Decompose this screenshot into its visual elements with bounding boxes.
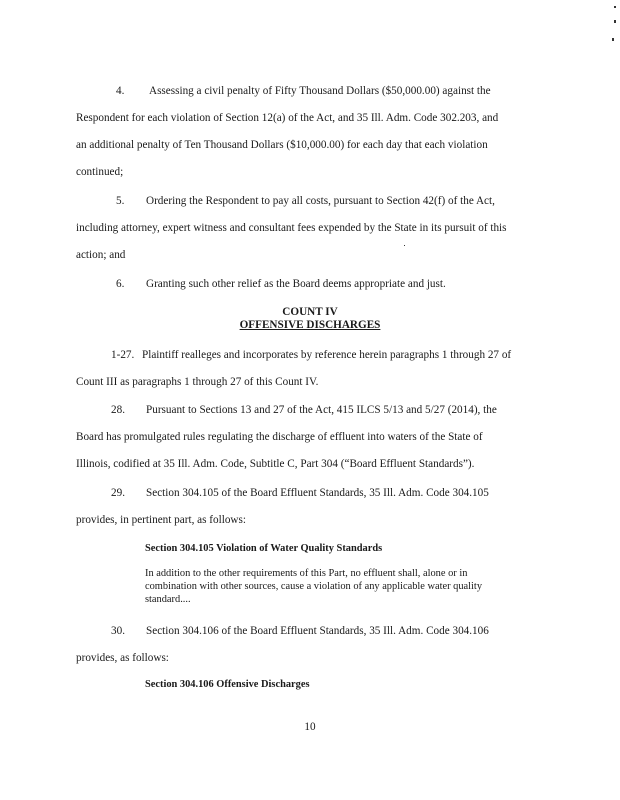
para28-line3: Illinois, codified at 35 Ill. Adm. Code, Subtitle C, Part 304 (“Board Effluent Standards”). (76, 458, 475, 470)
para1-27-line1: Plaintiff realleges and incorporates by reference herein paragraphs 1 through 27 of (142, 349, 512, 361)
para28-number: 28. (111, 404, 125, 416)
quote2-heading: Section 304.106 Offensive Discharges (145, 679, 310, 690)
para28-line1: Pursuant to Sections 13 and 27 of the Act, 415 ILCS 5/13 and 5/27 (2014), the (146, 404, 497, 416)
para5-line2: including attorney, expert witness and consultant fees expended by the State in its pursuit of this (76, 222, 507, 234)
scan-speck (404, 245, 405, 246)
para5-number: 5. (116, 195, 125, 207)
scan-speck (612, 38, 614, 41)
para6-line1: Granting such other relief as the Board deems appropriate and just. (146, 278, 446, 290)
para30-number: 30. (111, 625, 125, 637)
para28-line2: Board has promulgated rules regulating the discharge of effluent into waters of the State of (76, 431, 483, 443)
para4-number: 4. (116, 85, 125, 97)
scan-speck (614, 20, 616, 23)
para6-number: 6. (116, 278, 125, 290)
para5-line1: Ordering the Respondent to pay all costs, pursuant to Section 42(f) of the Act, (146, 195, 495, 207)
quote1-line1: In addition to the other requirements of this Part, no effluent shall, alone or in (145, 568, 468, 579)
count-title: COUNT IV (282, 306, 338, 318)
para29-number: 29. (111, 487, 125, 499)
para4-line3: an additional penalty of Ten Thousand Dollars ($10,000.00) for each day that each violation (76, 139, 488, 151)
para30-line2: provides, as follows: (76, 652, 169, 664)
para1-27-number: 1-27. (111, 349, 135, 361)
para5-line3: action; and (76, 249, 126, 261)
para4-line4: continued; (76, 166, 124, 178)
scan-speck (614, 6, 616, 8)
para4-line2: Respondent for each violation of Section 12(a) of the Act, and 35 Ill. Adm. Code 302.203, and (76, 112, 499, 124)
para29-line2: provides, in pertinent part, as follows: (76, 514, 246, 526)
quote1-line2: combination with other sources, cause a violation of any applicable water quality (145, 581, 483, 592)
quote1-heading: Section 304.105 Violation of Water Quality Standards (145, 543, 383, 554)
page-number: 10 (304, 721, 316, 733)
para29-line1: Section 304.105 of the Board Effluent Standards, 35 Ill. Adm. Code 304.105 (146, 487, 489, 499)
quote1-line3: standard.... (145, 594, 191, 605)
para4-line1: Assessing a civil penalty of Fifty Thousand Dollars ($50,000.00) against the (149, 85, 491, 97)
count-subtitle: OFFENSIVE DISCHARGES (239, 319, 381, 331)
para30-line1: Section 304.106 of the Board Effluent Standards, 35 Ill. Adm. Code 304.106 (146, 625, 489, 637)
para1-27-line2: Count III as paragraphs 1 through 27 of this Count IV. (76, 376, 319, 388)
